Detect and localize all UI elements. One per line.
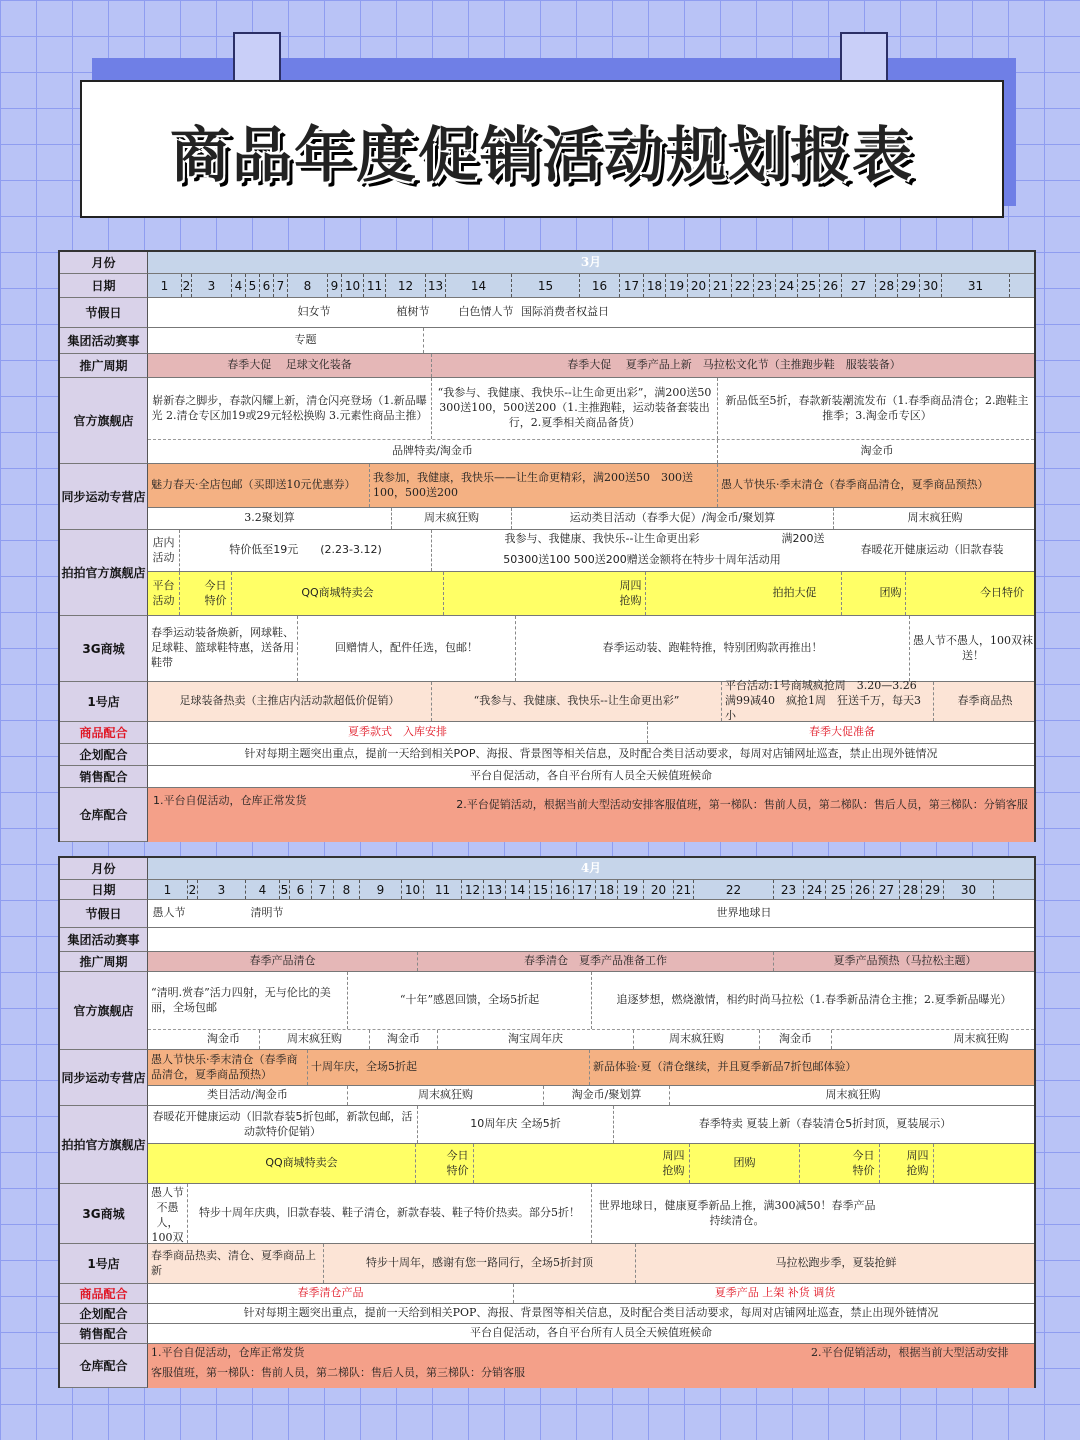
day-cell: 21 bbox=[674, 880, 694, 899]
day-cell: 29 bbox=[922, 880, 944, 899]
holiday-item: 植树节 bbox=[396, 305, 430, 319]
holiday-item: 愚人节 bbox=[152, 906, 186, 920]
row-month bbox=[60, 252, 1034, 274]
official-cells bbox=[148, 378, 1034, 440]
row-promo bbox=[60, 952, 1034, 972]
paipai-bottom-item: 今日特价 bbox=[200, 572, 232, 615]
official-item: 崭新春之脚步，春款闪耀上新，清仓闪亮登场（1.新品曝光 2.清仓专区加19或29元轻松换购 3.元素性商品主推） bbox=[148, 378, 432, 439]
month-title: 3月 bbox=[148, 252, 1034, 274]
paipai-bottom-cells bbox=[148, 572, 1034, 616]
label-no1: 1号店 bbox=[60, 682, 148, 722]
label-official-store: 官方旗舰店 bbox=[60, 972, 148, 1050]
days-strip bbox=[148, 880, 1034, 900]
day-cell: 16 bbox=[552, 880, 574, 899]
sync-sub-item: 周末疯狂购 bbox=[825, 1088, 881, 1102]
warehouse-item: 1.平台自促活动，仓库正常发货 bbox=[153, 794, 307, 807]
goods-item: 夏季款式 入库安排 bbox=[148, 722, 648, 743]
paipai-top-item: 店内活动 bbox=[148, 530, 180, 571]
label-sync-sports: 同步运动专营店 bbox=[60, 464, 148, 530]
holiday-cells bbox=[148, 298, 1034, 328]
label-planning: 企划配合 bbox=[60, 744, 148, 766]
day-cell: 5 bbox=[280, 880, 290, 899]
label-goods: 商品配合 bbox=[60, 722, 148, 744]
day-cell: 18 bbox=[644, 274, 666, 297]
day-cell: 10 bbox=[402, 880, 424, 899]
row-group-events bbox=[60, 328, 1034, 354]
row-planning bbox=[60, 744, 1034, 766]
goods-cells bbox=[148, 1284, 1034, 1304]
sync-sub-item: 淘金币/聚划算 bbox=[544, 1086, 670, 1105]
day-cell: 30 bbox=[944, 880, 994, 899]
goods-item: 夏季产品 上架 补货 调货 bbox=[714, 1286, 836, 1300]
day-cell: 25 bbox=[826, 880, 852, 899]
official-cells bbox=[148, 972, 1034, 1030]
no1-cells bbox=[148, 679, 1034, 722]
planning-text: 针对每期主题突出重点，提前一天给到相关POP、海报、背景图等相关信息，及时配合类目活动要求，每周对店铺网址巡查，禁止出现外链情况 bbox=[243, 1306, 939, 1320]
day-cell: 4 bbox=[246, 880, 280, 899]
label-goods: 商品配合 bbox=[60, 1284, 148, 1304]
official-sub-item: 周末疯狂购 bbox=[634, 1030, 760, 1049]
sync-sub-cells bbox=[148, 508, 1034, 530]
paipai-top-item: 春暖花开健康运动（旧款春装 bbox=[860, 543, 1004, 557]
row-promo bbox=[60, 354, 1034, 378]
sync-sub-item: 周末疯狂购 bbox=[907, 511, 963, 525]
day-cell: 19 bbox=[618, 880, 644, 899]
paipai-bottom-item: QQ商城特卖会 bbox=[232, 572, 444, 615]
row-sales bbox=[60, 766, 1034, 788]
paipai-top-item: 10周年庆 全场5折 bbox=[418, 1106, 614, 1143]
official-sub-item: 品牌特卖/淘金币 bbox=[148, 440, 718, 463]
official-sub-item: 淘金币 bbox=[188, 1030, 260, 1049]
no1-item: “我参与、我健康、我快乐--让生命更出彩” bbox=[432, 682, 722, 721]
day-cell: 26 bbox=[852, 880, 874, 899]
promo-cells bbox=[148, 354, 1034, 378]
row-paipai-top bbox=[60, 530, 1034, 580]
goods-item: 春季大促准备 bbox=[809, 725, 875, 739]
label-official-store: 官方旗舰店 bbox=[60, 378, 148, 464]
label-warehouse: 仓库配合 bbox=[60, 788, 148, 842]
label-month: 月份 bbox=[60, 858, 148, 880]
paipai-bottom-item: 今日特价 bbox=[442, 1144, 474, 1183]
warehouse-cells bbox=[148, 788, 1034, 842]
april-sheet bbox=[58, 856, 1036, 1388]
sales-cells bbox=[148, 1324, 1034, 1344]
paipai-bottom-item: 拍拍大促 bbox=[748, 572, 842, 615]
promo-item: 春季大促 夏季产品上新 马拉松文化节（主推跑步鞋 服装装备） bbox=[567, 358, 901, 372]
official-sub-item: 淘金币 bbox=[760, 1030, 832, 1049]
day-cell: 24 bbox=[804, 880, 826, 899]
day-cell: 9 bbox=[328, 274, 342, 297]
label-3g: 3G商城 bbox=[60, 1184, 148, 1244]
sync-sub-item: 周末疯狂购 bbox=[348, 1086, 544, 1105]
no1-item: 春季商品热卖、清仓、夏季商品上新 bbox=[148, 1244, 324, 1283]
3g-item: 特步十周年庆典，旧款春装、鞋子清仓，新款春装、鞋子特价热卖。部分5折！ bbox=[188, 1184, 592, 1243]
row-holiday bbox=[60, 298, 1034, 328]
label-sales: 销售配合 bbox=[60, 1324, 148, 1344]
row-goods bbox=[60, 722, 1034, 744]
day-cell: 12 bbox=[462, 880, 484, 899]
row-goods bbox=[60, 1284, 1034, 1304]
day-cell: 12 bbox=[386, 274, 426, 297]
paipai-top-item: 50300送100 500送200赠送金额将在特步十周年活动用 bbox=[503, 553, 781, 567]
promo-item: 春季大促 足球文化装备 bbox=[148, 354, 432, 377]
group-event-cells bbox=[148, 328, 1034, 354]
row-group-events bbox=[60, 928, 1034, 952]
paipai-top-item: 春暖花开健康运动（旧款春装5折包邮，新款包邮，活动款特价促销） bbox=[148, 1106, 418, 1143]
day-cell: 14 bbox=[446, 274, 512, 297]
day-cell: 7 bbox=[312, 880, 334, 899]
day-cell: 27 bbox=[874, 880, 900, 899]
sync-sub-item: 类目活动/淘金币 bbox=[148, 1086, 348, 1105]
holiday-item: 白色情人节 bbox=[458, 305, 514, 319]
label-holiday: 节假日 bbox=[60, 298, 148, 328]
day-cell: 30 bbox=[920, 274, 942, 297]
day-cell: 19 bbox=[666, 274, 688, 297]
label-holiday: 节假日 bbox=[60, 900, 148, 928]
row-official-sub bbox=[60, 440, 1034, 464]
row-paipai-bottom bbox=[60, 1144, 1034, 1184]
day-cell: 17 bbox=[620, 274, 644, 297]
planning-text: 针对每期主题突出重点，提前一天给到相关POP、海报、背景图等相关信息，及时配合类目活动要求，每周对店铺网址巡查，禁止出现外链情况 bbox=[244, 747, 938, 761]
holiday-item: 国际消费者权益日 bbox=[521, 305, 609, 319]
promo-cells bbox=[148, 952, 1034, 972]
day-cell: 3 bbox=[198, 880, 246, 899]
day-cell: 11 bbox=[364, 274, 386, 297]
label-promo-cycle: 推广周期 bbox=[60, 952, 148, 972]
paipai-bottom-item: QQ商城特卖会 bbox=[188, 1144, 416, 1183]
day-cell: 18 bbox=[596, 880, 618, 899]
paipai-bottom-item: 周四抢购 bbox=[616, 572, 646, 615]
day-cell: 29 bbox=[898, 274, 920, 297]
sales-text: 平台自促活动，各自平台所有人员全天候值班候命 bbox=[470, 1326, 712, 1340]
holiday-item: 世界地球日 bbox=[716, 906, 772, 920]
day-cell: 8 bbox=[334, 880, 360, 899]
planning-cells bbox=[148, 1304, 1034, 1324]
sync-sub-item: 3.2聚划算 bbox=[148, 508, 392, 529]
warehouse-item: 1.平台自促活动，仓库正常发货 bbox=[151, 1346, 305, 1359]
days-strip bbox=[148, 274, 1034, 298]
paipai-top-item: 我参与、我健康、我快乐--让生命更出彩 bbox=[504, 532, 700, 545]
sync-sub-cells bbox=[148, 1086, 1034, 1106]
planning-cells bbox=[148, 744, 1034, 766]
official-sub-item: 淘金币 bbox=[860, 444, 894, 458]
label-group-events: 集团活动赛事 bbox=[60, 328, 148, 354]
sync-sub-item: 周末疯狂购 bbox=[392, 508, 512, 529]
official-sub-item: 周末疯狂购 bbox=[953, 1032, 1009, 1046]
label-no1: 1号店 bbox=[60, 1244, 148, 1284]
sync-cells bbox=[148, 464, 1034, 508]
group-event: 专题 bbox=[188, 328, 424, 353]
row-warehouse bbox=[60, 1344, 1034, 1388]
official-item: “十年”感恩回馈，全场5折起 bbox=[348, 972, 592, 1029]
sync-item: 新品体验·夏（清仓继续，并且夏季新品7折包邮体验） bbox=[593, 1060, 857, 1074]
sync-item: 十周年庆，全场5折起 bbox=[308, 1050, 590, 1085]
goods-cells bbox=[148, 722, 1034, 744]
label-month: 月份 bbox=[60, 252, 148, 274]
page-title: 商品年度促销活动规划报表 bbox=[170, 121, 914, 191]
holiday-item: 清明节 bbox=[250, 906, 284, 920]
day-cell: 14 bbox=[506, 880, 530, 899]
day-cell: 22 bbox=[694, 880, 774, 899]
holiday-cells bbox=[148, 900, 1034, 928]
official-sub-item: 周末疯狂购 bbox=[260, 1030, 370, 1049]
row-no1 bbox=[60, 679, 1034, 722]
promo-item: 夏季产品预热（马拉松主题） bbox=[833, 954, 977, 968]
row-official bbox=[60, 378, 1034, 440]
day-cell: 28 bbox=[876, 274, 898, 297]
paipai-bottom-item: 今日特价 bbox=[848, 1144, 880, 1183]
no1-item: 平台活动:1号商城疯抢周 3.20—3.26 满99减40 疯抢1周 狂送千万，每天3小 bbox=[722, 682, 934, 721]
day-cell: 6 bbox=[260, 274, 274, 297]
sync-item: 愚人节快乐·季末清仓（春季商品清仓，夏季商品预热） bbox=[721, 478, 989, 492]
day-cell: 25 bbox=[798, 274, 820, 297]
day-cell: 4 bbox=[232, 274, 246, 297]
sales-cells bbox=[148, 766, 1034, 788]
paipai-top-cells bbox=[148, 530, 1034, 572]
day-cell: 7 bbox=[274, 274, 288, 297]
3g-item: 世界地球日，健康夏季新品上推，满300减50！春季产品持续清仓。 bbox=[598, 1198, 876, 1227]
paipai-bottom-item: 周四抢购 bbox=[902, 1144, 934, 1183]
row-paipai-top bbox=[60, 1106, 1034, 1152]
official-item: “清明.赏春”活力四射，无与伦比的美丽，全场包邮 bbox=[148, 972, 348, 1029]
day-cell: 6 bbox=[290, 880, 312, 899]
3g-cells bbox=[148, 1184, 1034, 1244]
day-cell: 15 bbox=[530, 880, 552, 899]
warehouse-item: 2.平台促销活动，根据当前大型活动安排 bbox=[811, 1346, 1009, 1359]
day-cell: 11 bbox=[424, 880, 462, 899]
no1-item: 春季商品热 bbox=[957, 694, 1013, 708]
label-sync-sports: 同步运动专营店 bbox=[60, 1050, 148, 1106]
row-sync-sub bbox=[60, 1086, 1034, 1106]
sales-text: 平台自促活动，各自平台所有人员全天候值班候命 bbox=[470, 769, 712, 783]
day-cell: 23 bbox=[774, 880, 804, 899]
label-3g: 3G商城 bbox=[60, 616, 148, 682]
day-cell: 23 bbox=[754, 274, 776, 297]
day-cell: 1 bbox=[148, 880, 188, 899]
paipai-top-cells bbox=[148, 1106, 1034, 1144]
row-sync-sub bbox=[60, 508, 1034, 530]
label-warehouse: 仓库配合 bbox=[60, 1344, 148, 1388]
day-cell: 13 bbox=[484, 880, 506, 899]
day-cell: 27 bbox=[842, 274, 876, 297]
label-group-events: 集团活动赛事 bbox=[60, 928, 148, 952]
no1-item: 马拉松跑步季，夏装抢鲜 bbox=[775, 1256, 897, 1270]
day-cell: 24 bbox=[776, 274, 798, 297]
official-sub-item: 淘宝周年庆 bbox=[438, 1030, 634, 1049]
official-sub-cells bbox=[148, 440, 1034, 464]
no1-item: 特步十周年，感谢有您一路同行，全场5折封顶 bbox=[324, 1244, 636, 1283]
day-cell: 3 bbox=[192, 274, 232, 297]
label-planning: 企划配合 bbox=[60, 1304, 148, 1324]
promo-item: 春季清仓 夏季产品准备工作 bbox=[418, 952, 774, 971]
day-cell: 31 bbox=[942, 274, 1010, 297]
sync-item: 我参加，我健康，我快乐——让生命更精彩，满200送50 300送100，500送200 bbox=[370, 464, 718, 507]
official-item: “我参与、我健康、我快乐--让生命更出彩”，满200送50 300送100，500送200（1.主推跑鞋，运动装备套装出行，2.夏季相关商品备货） bbox=[432, 378, 718, 439]
day-cell: 1 bbox=[148, 274, 182, 297]
day-cell: 28 bbox=[900, 880, 922, 899]
holiday-item: 妇女节 bbox=[297, 305, 331, 319]
row-paipai-bottom bbox=[60, 572, 1034, 616]
day-cell: 5 bbox=[246, 274, 260, 297]
row-official-sub bbox=[60, 1030, 1034, 1050]
day-cell: 21 bbox=[710, 274, 732, 297]
row-official bbox=[60, 972, 1034, 1030]
no1-cells bbox=[148, 1244, 1034, 1284]
paipai-bottom-item: 周四抢购 bbox=[658, 1144, 690, 1183]
day-cell: 17 bbox=[574, 880, 596, 899]
no1-item: 足球装备热卖（主推店内活动款超低价促销） bbox=[148, 682, 432, 721]
row-month bbox=[60, 858, 1034, 880]
3g-item: 春季运动装、跑鞋特推，特别团购款再推出！ bbox=[516, 616, 910, 681]
row-warehouse bbox=[60, 788, 1034, 842]
day-cell: 10 bbox=[342, 274, 364, 297]
row-sync bbox=[60, 464, 1034, 508]
paipai-bottom-item: 平台活动 bbox=[148, 572, 180, 615]
row-date bbox=[60, 880, 1034, 900]
official-sub-item: 淘金币 bbox=[370, 1030, 438, 1049]
day-cell: 2 bbox=[188, 880, 198, 899]
day-cell: 20 bbox=[688, 274, 710, 297]
goods-item: 春季清仓产品 bbox=[148, 1284, 514, 1303]
sync-item: 愚人节快乐·季末清仓（春季商品清仓，夏季商品预热） bbox=[148, 1050, 308, 1085]
label-paipai: 拍拍官方旗舰店 bbox=[60, 1106, 148, 1184]
day-cell: 20 bbox=[644, 880, 674, 899]
row-no1 bbox=[60, 1244, 1034, 1284]
3g-item: 回赠情人，配件任选，包邮！ bbox=[298, 616, 516, 681]
3g-item: 愚人节不愚人，100双袜送！ bbox=[913, 633, 1033, 662]
label-date: 日期 bbox=[60, 274, 148, 298]
row-sales bbox=[60, 1324, 1034, 1344]
paipai-bottom-item: 今日特价 bbox=[980, 586, 1024, 600]
month-title: 4月 bbox=[148, 858, 1034, 880]
label-paipai: 拍拍官方旗舰店 bbox=[60, 530, 148, 616]
row-date bbox=[60, 274, 1034, 298]
paipai-top-item: 春季特卖 夏装上新（春装清仓5折封顶，夏装展示） bbox=[698, 1117, 952, 1131]
paipai-bottom-item: 团购 bbox=[690, 1144, 800, 1183]
day-cell: 15 bbox=[512, 274, 580, 297]
day-cell: 8 bbox=[288, 274, 328, 297]
day-cell: 2 bbox=[182, 274, 192, 297]
3g-cells bbox=[148, 616, 1034, 682]
row-3g bbox=[60, 1184, 1034, 1244]
sync-cells bbox=[148, 1050, 1034, 1086]
paipai-bottom-item: 团购 bbox=[876, 572, 906, 615]
row-planning bbox=[60, 1304, 1034, 1324]
official-item: 新品低至5折，春款新装潮流发布（1.春季商品清仓；2.跑鞋主推季；3.淘金币专区） bbox=[725, 393, 1029, 422]
3g-item: 春季运动装备焕新，网球鞋、足球鞋、篮球鞋特惠，送备用鞋带 bbox=[148, 616, 298, 681]
paipai-bottom-cells bbox=[148, 1144, 1034, 1184]
march-sheet bbox=[58, 250, 1036, 842]
day-cell: 13 bbox=[426, 274, 446, 297]
day-cell: 26 bbox=[820, 274, 842, 297]
label-date: 日期 bbox=[60, 880, 148, 900]
day-cell: 16 bbox=[580, 274, 620, 297]
day-cell: 22 bbox=[732, 274, 754, 297]
official-sub-cells bbox=[148, 1030, 1034, 1050]
sync-item: 魅力春天·全店包邮（买即送10元优惠券） bbox=[148, 464, 370, 507]
promo-item: 春季产品清仓 bbox=[148, 952, 418, 971]
paipai-top-item: 满200送 bbox=[781, 532, 825, 545]
label-promo-cycle: 推广周期 bbox=[60, 354, 148, 378]
warehouse-cells bbox=[148, 1344, 1034, 1388]
group-event-cells bbox=[148, 928, 1034, 952]
row-sync bbox=[60, 1050, 1034, 1086]
official-item: 追逐梦想，燃烧激情，相约时尚马拉松（1.春季新品清仓主推；2.夏季新品曝光） bbox=[616, 993, 1012, 1007]
row-3g bbox=[60, 616, 1034, 682]
row-holiday bbox=[60, 900, 1034, 928]
label-sales: 销售配合 bbox=[60, 766, 148, 788]
sync-sub-item: 运动类目活动（春季大促）/淘金币/聚划算 bbox=[512, 508, 834, 529]
paipai-top-item: 特价低至19元 (2.23-3.12) bbox=[180, 530, 432, 571]
day-cell: 9 bbox=[360, 880, 402, 899]
warehouse-item: 2.平台促销活动，根据当前大型活动安排客服值班，第一梯队：售前人员，第二梯队：售后人员，第三梯队：分销客服 bbox=[456, 798, 1028, 811]
3g-item: 愚人节不愚人，100双 bbox=[148, 1184, 188, 1243]
warehouse-item: 客服值班，第一梯队：售前人员，第二梯队：售后人员，第三梯队：分销客服 bbox=[151, 1366, 525, 1379]
